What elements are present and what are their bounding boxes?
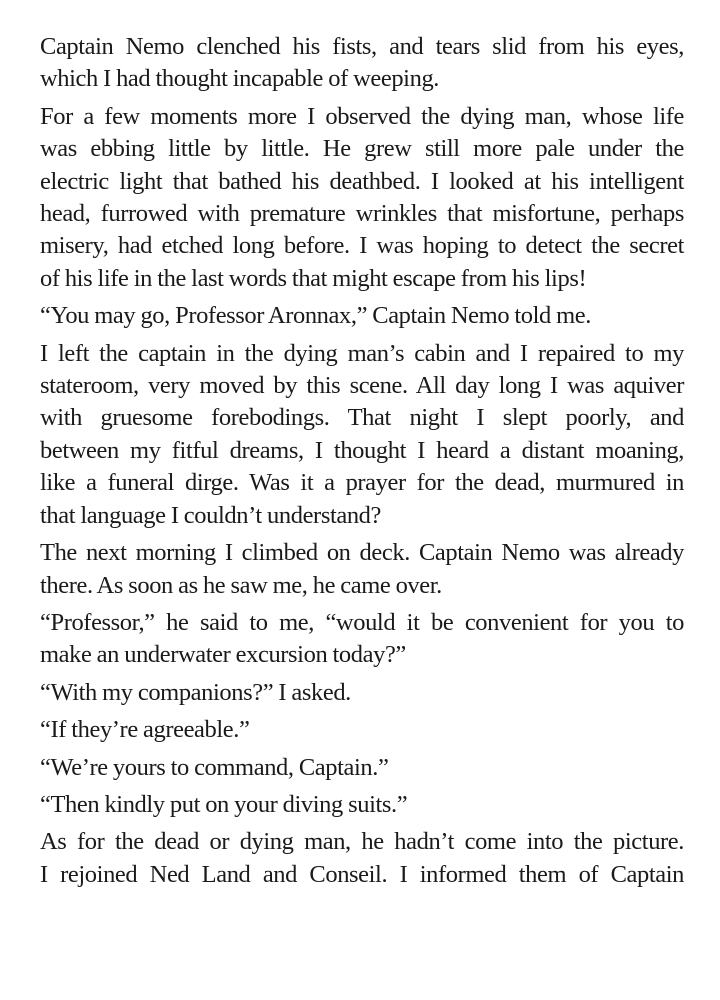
paragraph xyxy=(40,714,684,746)
text-line: of his life in the last words that might escape from his lips! xyxy=(40,264,587,292)
text-line: was ebbing little by little. He grew still more pale under the xyxy=(40,135,684,163)
paragraph xyxy=(40,752,684,784)
text-line: which I had thought incapable of weeping. xyxy=(40,65,440,93)
text-line: like a funeral dirge. Was it a prayer for the dead, murmured in xyxy=(40,469,684,497)
text-line: I left the captain in the dying man’s cabin and I repaired to my xyxy=(40,339,684,367)
paragraph xyxy=(40,677,684,709)
paragraph xyxy=(40,300,684,332)
text-line: between my fitful dreams, I thought I heard a distant moaning, xyxy=(40,436,684,464)
text-line: stateroom, very moved by this scene. All day long I was aquiver xyxy=(40,372,684,400)
text-line: As for the dead or dying man, he hadn’t come into the picture. xyxy=(40,828,684,856)
text-line: The next morning I climbed on deck. Captain Nemo was already xyxy=(40,539,684,567)
paragraph xyxy=(40,826,684,891)
text-line: that language I couldn’t understand? xyxy=(40,501,382,529)
text-line: Captain Nemo clenched his fists, and tears slid from his eyes, xyxy=(40,33,684,60)
text-line: “If they’re agreeable.” xyxy=(40,716,250,744)
text-line: “We’re yours to command, Captain.” xyxy=(40,753,389,781)
book-page xyxy=(40,31,684,896)
paragraph xyxy=(40,338,684,532)
text-line: “Then kindly put on your diving suits.” xyxy=(40,790,408,818)
paragraph xyxy=(40,101,684,295)
text-line: make an underwater excursion today?” xyxy=(40,641,406,669)
text-line: there. As soon as he saw me, he came over. xyxy=(40,571,442,599)
text-line: “You may go, Professor Aronnax,” Captain Nemo told me. xyxy=(40,302,591,330)
text-line: with gruesome forebodings. That night I slept poorly, and xyxy=(40,404,684,432)
paragraph xyxy=(40,537,684,602)
text-line: electric light that bathed his deathbed. I looked at his intelligent xyxy=(40,167,684,195)
text-line: head, furrowed with premature wrinkles that misfortune, perhaps xyxy=(40,200,684,228)
text-line: I rejoined Ned Land and Conseil. I informed them of Captain xyxy=(40,860,684,888)
text-line: “Professor,” he said to me, “would it be convenient for you to xyxy=(40,608,684,636)
text-line: For a few moments more I observed the dying man, whose life xyxy=(40,102,684,130)
paragraph xyxy=(40,607,684,672)
text-line: misery, had etched long before. I was hoping to detect the secret xyxy=(40,232,684,260)
text-line: “With my companions?” I asked. xyxy=(40,678,351,706)
paragraph xyxy=(40,789,684,821)
paragraph xyxy=(40,31,684,96)
